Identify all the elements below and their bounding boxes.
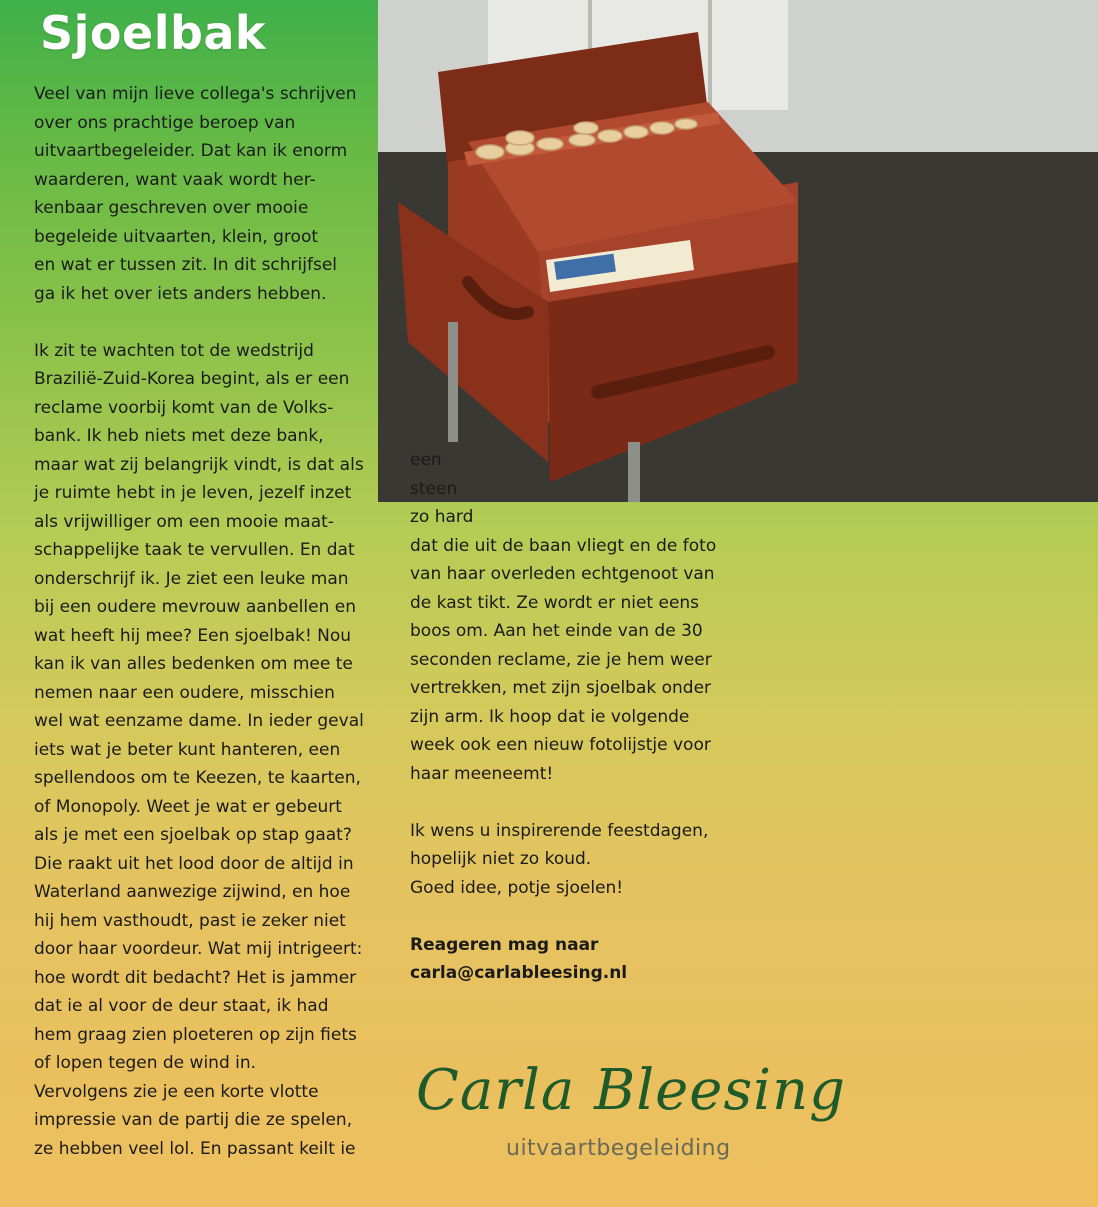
- author-subtitle: uitvaartbegeleiding: [506, 1136, 731, 1161]
- coffin-sjoelbak-image: [378, 0, 1098, 502]
- article-right-column: [410, 446, 790, 988]
- author-signature: Carla Bleesing: [416, 1058, 847, 1123]
- article-paragraph: Veel van mijn lieve collega's schrijven over ons prachtige beroep van uitvaartbegeleider. Dat kan ik enorm waarderen, want vaak wordt her- kenbaar geschreven over mooie begeleide uitvaarten, klein, groot en wat er tussen zit. In dit schrijfsel ga ik het over iets anders hebben.: [34, 84, 357, 304]
- reply-email: carla@carlableesing.nl: [410, 963, 628, 983]
- article-title: Sjoelbak: [40, 6, 267, 60]
- article-paragraph: Ik wens u inspirerende feestdagen, hopelijk niet zo koud. Goed idee, potje sjoelen!: [410, 820, 709, 898]
- reply-label: Reageren mag naar: [410, 934, 599, 955]
- coffin-photo: [378, 0, 1098, 502]
- article-paragraph: een steen zo hard dat die uit de baan vliegt en de foto van haar overleden echtgenoot van de kast tikt. Ze wordt er niet eens boos om. Aan het einde van de 30 seconden reclame, zie je hem weer vertrekken, met zijn sjoelbak onder zijn arm. Ik hoop dat ie volgende week ook een nieuw fotolijstje voor haar meeneemt!: [410, 450, 717, 784]
- article-left-column: [34, 80, 404, 1163]
- article-paragraph: Ik zit te wachten tot de wedstrijd Brazilië-Zuid-Korea begint, als er een reclame voorbij komt van de Volks- bank. Ik heb niets met deze bank, maar wat zij belangrijk vindt, is dat als je ruimte hebt in je leven, jezelf inzet als vrijwilliger om een mooie maat- schappelijke taak te vervullen. En dat onderschrijf ik. Je ziet een leuke man bij een oudere mevrouw aanbellen en wat heeft hij mee? Een sjoelbak! Nou kan ik van alles bedenken om mee te nemen naar een oudere, misschien wel wat eenzame dame. In ieder geval iets wat je beter kunt hanteren, een spellendoos om te Keezen, te kaarten, of Monopoly. Weet je wat er gebeurt als je met een sjoelbak op stap gaat? Die raakt uit het lood door de altijd in Waterland aanwezige zijwind, en hoe hij hem vasthoudt, past ie zeker niet door haar voordeur. Wat mij intrigeert: hoe wordt dit bedacht? Het is jammer dat ie al voor de deur staat, ik had hem graag zien ploeteren op zijn fiets of lopen tegen de wind in. Vervolgens zie je een korte vlotte impressie van de partij die ze spelen, ze hebben veel lol. En passant keilt ie: [34, 340, 364, 1159]
